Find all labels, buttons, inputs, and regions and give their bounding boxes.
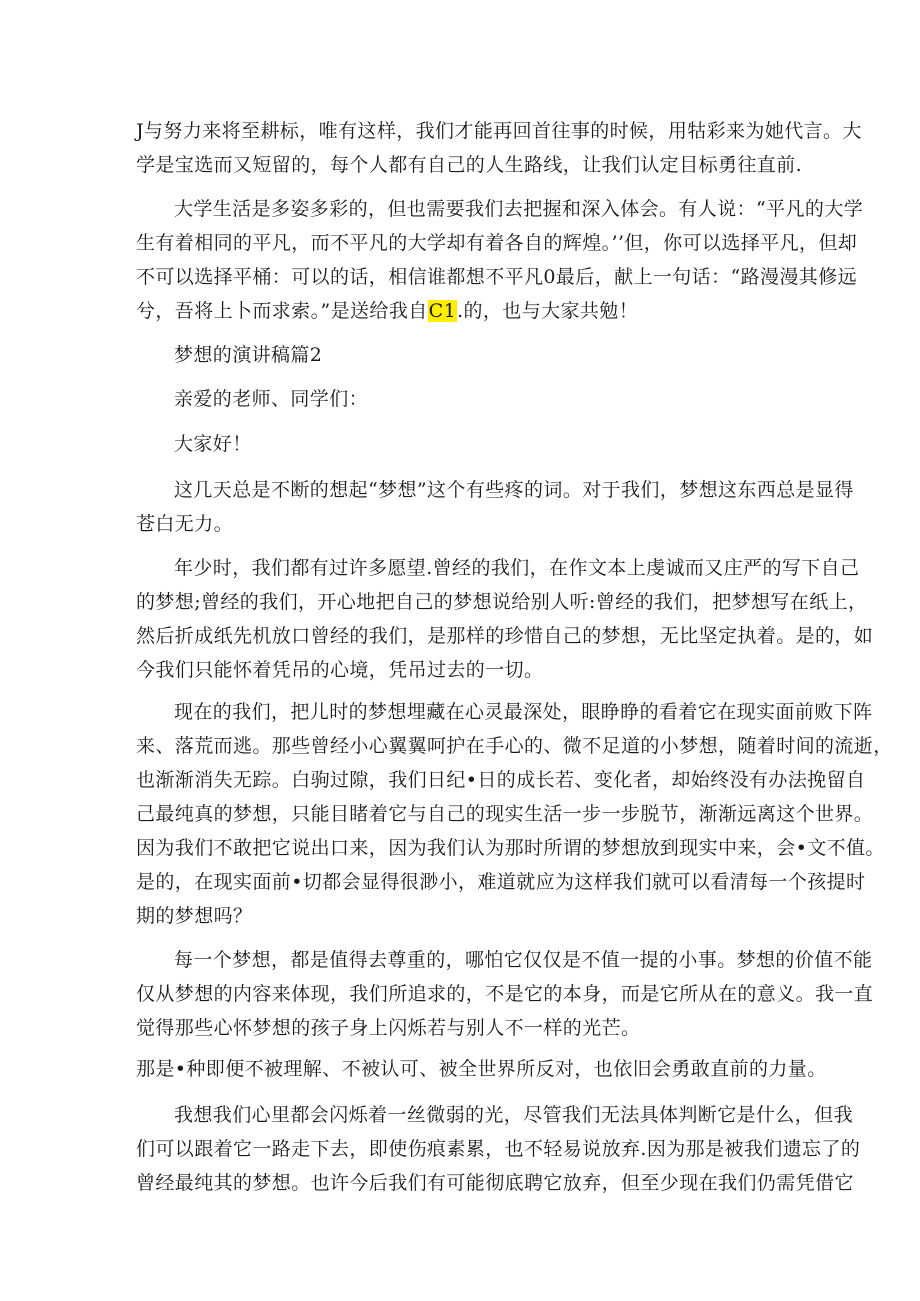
text-segment: 兮，吾将上卜而求索。”是送给我自 <box>136 300 428 322</box>
text-line: 我想我们心里都会闪烁着一丝微弱的光，尽管我们无法具体判断它是什么，但我 <box>174 1104 854 1126</box>
text-line: J与努力来将至耕标，唯有这样，我们才能再回首往事的时候，用牯彩来为她代言。大 <box>136 120 862 142</box>
text-line: 是的，在现实面前•切都会显得很渺小，难道就应为这样我们就可以看清每一个孩提时 <box>136 871 866 893</box>
text-line: 年少时，我们都有过许多愿望.曾经的我们，在作文本上虔诚而又庄严的写下自己 <box>174 557 860 579</box>
paragraph <box>136 473 854 541</box>
text-line: 仅从梦想的内容来体现，我们所追求的，不是它的本身，而是它所从在的意义。我一直 <box>136 983 874 1005</box>
text-line: 不可以选择平桶：可以的话，相信谁都想不平凡0最后，献上一句话：“路漫漫其修远 <box>136 266 858 288</box>
text-line: 曾经最纯其的梦想。也许今后我们有可能彻底聘它放弃，但至少现在我们仍需凭借它 <box>136 1172 854 1194</box>
text-line: 大家好！ <box>174 433 252 455</box>
text-line: 学是宝选而又短留的，每个人都有自己的人生路线，让我们认定目标勇往直前. <box>136 154 803 176</box>
text-line: 生有着相同的平凡，而不平凡的大学却有着各自的辉煌。’’但，你可以选择平凡，但却 <box>136 232 858 254</box>
text-line: 期的梦想吗？ <box>136 905 253 927</box>
text-line: 然后折成纸先机放口曾经的我们，是那样的珍惜自己的梦想，无比坚定执着。是的，如 <box>136 625 874 647</box>
text-line: 这几天总是不断的想起“梦想”这个有些疼的词。对于我们，梦想这东西总是显得 <box>174 479 854 501</box>
paragraph <box>136 943 874 1045</box>
paragraph <box>136 1098 861 1200</box>
text-line: 大学生活是多姿多彩的，但也需要我们去把握和深入体会。有人说：“平凡的大学 <box>174 198 864 220</box>
text-line: 苍白无力。 <box>136 513 234 535</box>
text-line: 的梦想;曾经的我们，开心地把自己的梦想说给别人听:曾经的我们，把梦想写在纸上， <box>136 591 868 613</box>
paragraph <box>136 551 874 687</box>
text-line: 们可以跟着它一路走下去，即使伤痕素累，也不轻易说放弃.因为那是被我们遗忘了的 <box>136 1138 861 1160</box>
text-line: 每一个梦想，都是值得去尊重的，哪怕它仅仅是不值一提的小事。梦想的价值不能 <box>174 949 873 971</box>
section-title <box>136 338 796 372</box>
text-segment: .的，也与大家共勉！ <box>457 300 639 322</box>
greeting <box>136 427 796 461</box>
text-line: 梦想的演讲稿篇2 <box>174 344 323 366</box>
text-line: 今我们只能怀着凭吊的心境，凭吊过去的一切。 <box>136 659 544 681</box>
text-line: 己最纯真的梦想，只能目睹着它与自己的现实生活一步一步脱节，渐渐远离这个世界。 <box>136 803 874 825</box>
text-line: 那是•种即便不被理解、不被认可、被全世界所反对，也依旧会勇敢直前的力量。 <box>136 1058 827 1080</box>
text-line: 现在的我们，把儿时的梦想埋藏在心灵最深处，眼睁睁的看着它在现实面前败下阵 <box>174 701 873 723</box>
text-line: 因为我们不敢把它说出口来，因为我们认为那时所谓的梦想放到现实中来，会•文不值。 <box>136 837 885 859</box>
paragraph-continuation <box>136 114 862 182</box>
paragraph <box>136 1052 827 1086</box>
text-line: 也渐渐消失无踪。白驹过隙，我们日纪•日的成长若、变化者，却始终没有办法挽留自 <box>136 769 866 791</box>
paragraph <box>136 192 864 328</box>
text-line <box>136 294 796 328</box>
text-line: 来、落荒而逃。那些曾经小心翼翼呵护在手心的、微不足道的小梦想，随着时间的流逝， <box>136 735 893 757</box>
highlighted-text: C1 <box>428 300 457 322</box>
text-line: 觉得那些心怀梦想的孩子身上闪烁若与别人不一样的光芒。 <box>136 1017 641 1039</box>
salutation <box>136 382 796 416</box>
paragraph <box>136 695 893 933</box>
text-line: 亲爱的老师、同学们： <box>174 388 369 410</box>
